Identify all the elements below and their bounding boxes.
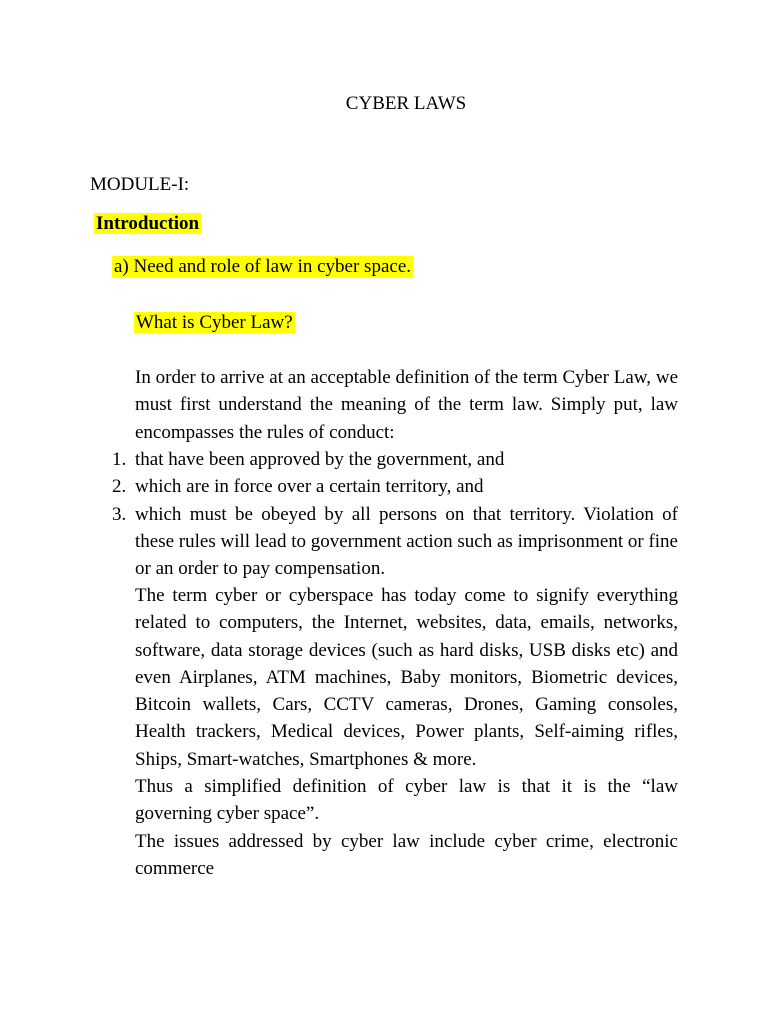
cyberspace-paragraph: The term cyber or cyberspace has today come to signify everything related to computers, the Internet, websites, data, emails, networks, software, data storage devices (such as hard disks, USB disks etc) and even Airplanes, ATM machines, Baby monitors, Biometric devices, Bitcoin wallets, Cars, CCTV cameras, Drones, Gaming consoles, Health trackers, Medical devices, Power plants, Self-aiming rifles, Ships, Smart-watches, Smartphones & more. <box>135 585 678 770</box>
list-item <box>100 446 678 473</box>
section-heading-text: Introduction <box>96 213 200 234</box>
question-heading-text: What is Cyber Law? <box>136 312 293 333</box>
body-paragraphs <box>135 582 678 882</box>
intro-paragraph-block <box>135 364 678 446</box>
module-label: MODULE-I: <box>90 174 190 195</box>
list-item-number: 2. <box>112 476 127 498</box>
list-item-text: that have been approved by the government, and <box>135 449 505 470</box>
document-title: CYBER LAWS <box>345 93 467 114</box>
list-item <box>100 501 678 583</box>
section-heading <box>94 213 201 235</box>
list-item-number: 1. <box>112 449 127 470</box>
list-item-number: 3. <box>112 503 127 525</box>
conditions-list <box>100 446 678 582</box>
subsection-heading-text: a) Need and role of law in cyber space. <box>114 256 411 277</box>
definition-paragraph: Thus a simplified definition of cyber law is that it is the “law governing cyber space”. <box>135 776 678 825</box>
list-item-text: which are in force over a certain territory, and <box>135 476 484 498</box>
subsection-heading <box>112 256 413 278</box>
list-item <box>100 473 678 500</box>
question-heading <box>134 312 295 334</box>
intro-paragraph: In order to arrive at an acceptable definition of the term Cyber Law, we must first understand the meaning of the term law. Simply put, law encompasses the rules of conduct: <box>135 367 678 443</box>
list-item-text: which must be obeyed by all persons on that territory. Violation of these rules will lead to government action such as imprisonment or fine or an order to pay compensation. <box>135 503 678 580</box>
issues-paragraph: The issues addressed by cyber law include cyber crime, electronic commerce <box>135 830 678 879</box>
